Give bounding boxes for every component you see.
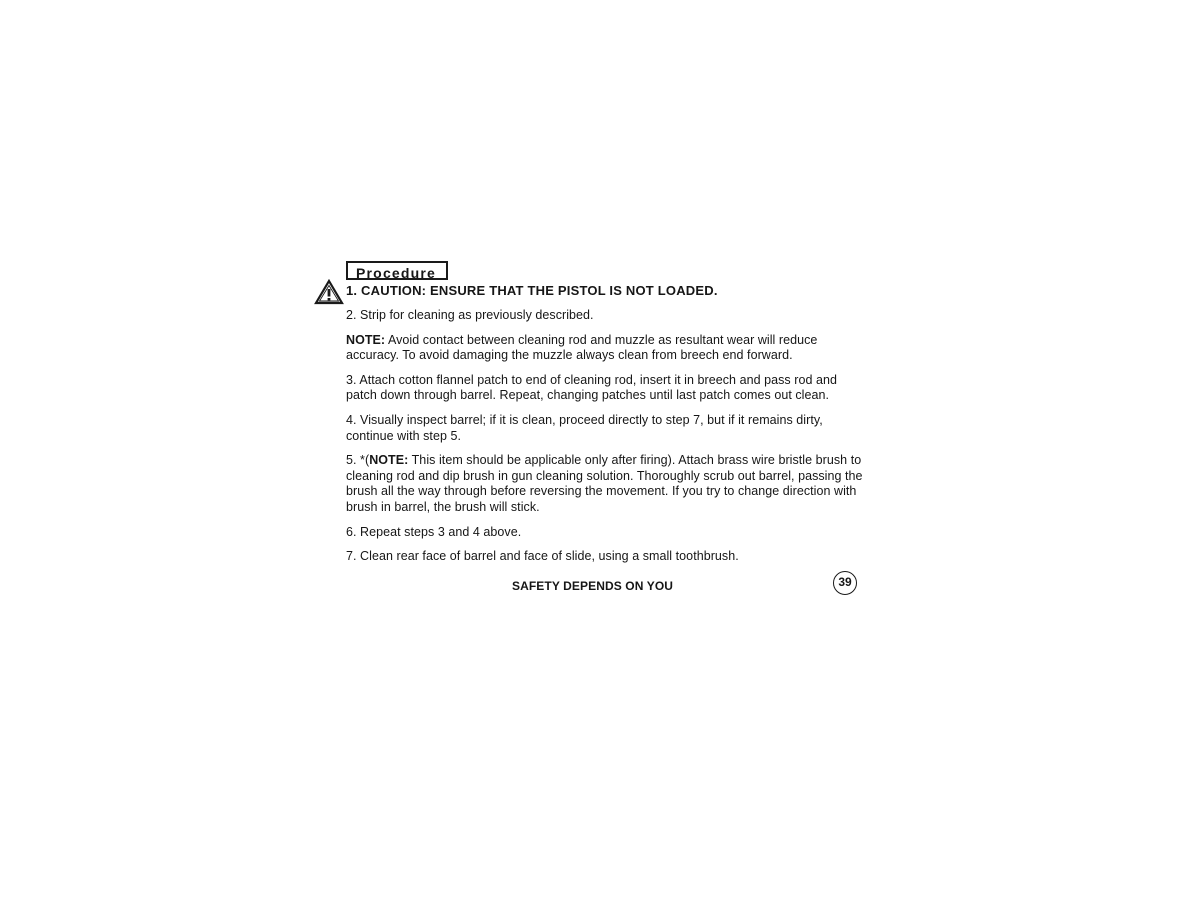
step-text: 3. Attach cotton flannel patch to end of cleaning rod, insert it in breech and pass rod and patch down through barrel. Repeat, changing patches until last patch comes out clean.	[346, 372, 837, 403]
step-text: 7. Clean rear face of barrel and face of slide, using a small toothbrush.	[346, 549, 739, 564]
note-text: Avoid contact between cleaning rod and muzzle as resultant wear will reduce accuracy. To avoid damaging the muzzle always clean from breech end forward.	[346, 332, 818, 363]
procedure-section	[346, 261, 866, 597]
step-4	[346, 413, 866, 444]
step-text: 4. Visually inspect barrel; if it is clean, proceed directly to step 7, but if it remains dirty, continue with step 5.	[346, 412, 823, 443]
step-5	[346, 453, 866, 515]
page-number: 39	[833, 571, 857, 595]
step-text: This item should be applicable only after firing). Attach brass wire bristle brush to cleaning rod and dip brush in gun cleaning solution. Thoroughly scrub out barrel, passing the brush all the way through before reversing the movement. If you try to change direction with brush in barrel, the brush will stick.	[346, 453, 863, 514]
note-label: NOTE:	[346, 332, 386, 347]
step-2	[346, 308, 866, 324]
page-footer	[346, 571, 866, 597]
note-label: NOTE:	[369, 453, 409, 468]
step-text: 6. Repeat steps 3 and 4 above.	[346, 524, 522, 539]
step-6	[346, 525, 866, 541]
step-3	[346, 373, 866, 404]
warning-triangle-icon	[314, 279, 344, 305]
section-title: Procedure	[346, 261, 448, 280]
step-lead: 5. *(	[346, 453, 370, 468]
note-accuracy	[346, 333, 866, 364]
footer-slogan: SAFETY DEPENDS ON YOU	[512, 578, 674, 593]
step-7	[346, 549, 866, 565]
step-text: 2. Strip for cleaning as previously described.	[346, 308, 594, 322]
caution-statement: 1. CAUTION: ENSURE THAT THE PISTOL IS NOT LOADED.	[346, 283, 718, 298]
